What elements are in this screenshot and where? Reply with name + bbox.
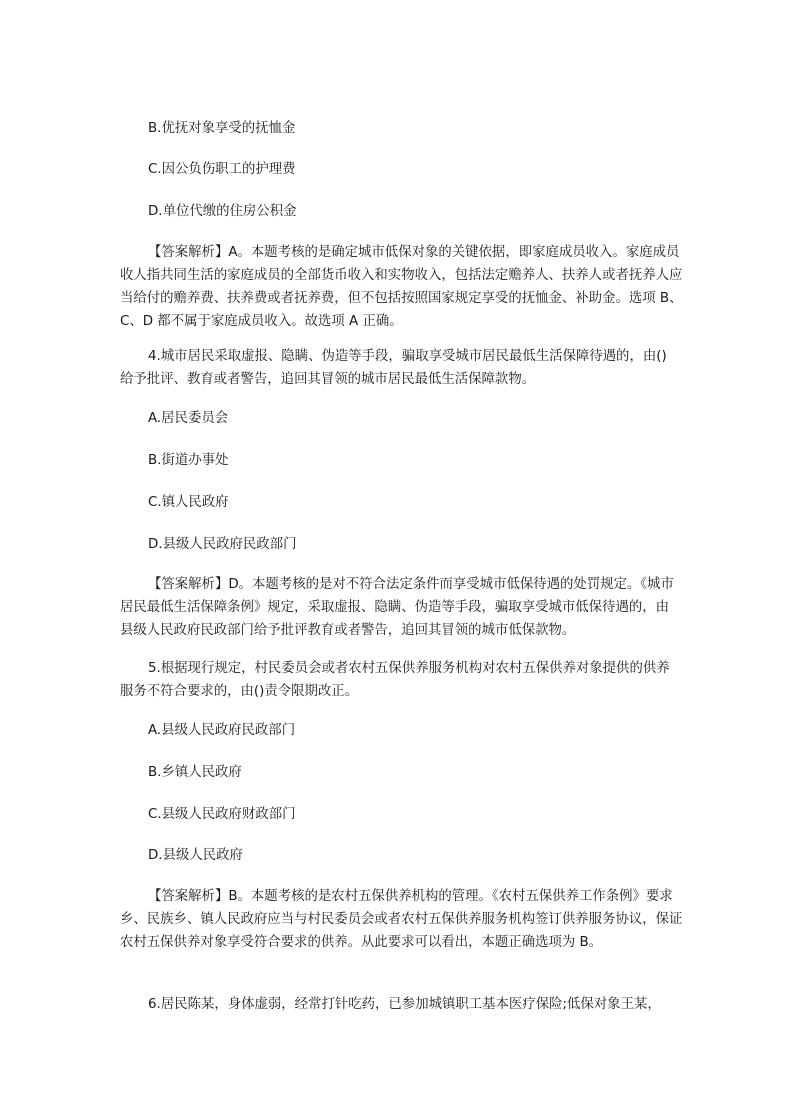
q3-option-d: D.单位代缴的住房公积金 [148, 204, 297, 219]
q4-answer-explanation: 【答案解析】D。本题考核的是对不符合法定条件而享受城市低保待遇的处罚规定。《城市居民最低生活保障条例》规定，采取虚报、隐瞒、伪造等手段，骗取享受城市低保待遇的，由县级人民政府民政部门给予批评教育或者警告，追回其冒领的城市低保款物。 [120, 577, 674, 638]
q3-option-c: C.因公负伤职工的护理费 [148, 162, 296, 177]
q4-option-d: D.县级人民政府民政部门 [148, 537, 297, 552]
q6-question: 6.居民陈某，身体虚弱，经常打针吃药，已参加城镇职工基本医疗保险;低保对象王某， [148, 997, 661, 1012]
q5-option-d: D.县级人民政府 [148, 848, 243, 863]
q4-option-c: C.镇人民政府 [148, 495, 229, 510]
q3-option-b: B.优抚对象享受的抚恤金 [148, 121, 296, 136]
q4-option-b: B.街道办事处 [148, 453, 229, 468]
q5-option-b: B.乡镇人民政府 [148, 765, 242, 780]
q5-option-c: C.县级人民政府财政部门 [148, 807, 296, 822]
q5-option-a: A.县级人民政府民政部门 [148, 723, 296, 738]
q4-option-a: A.居民委员会 [148, 411, 229, 426]
q5-answer-explanation: 【答案解析】B。本题考核的是农村五保供养机构的管理。《农村五保供养工作条例》要求乡、民族乡、镇人民政府应当与村民委员会或者农村五保供养服务机构签订供养服务协议，保证农村五保供养对象享受符合要求的供养。从此要求可以看出，本题正确选项为 B。 [120, 889, 683, 950]
q4-question: 4.城市居民采取虚报、隐瞒、伪造等手段，骗取享受城市居民最低生活保障待遇的，由()给予批评、教育或者警告，追回其冒领的城市居民最低生活保障款物。 [120, 349, 667, 387]
q5-question: 5.根据现行规定，村民委员会或者农村五保供养服务机构对农村五保供养对象提供的供养服务不符合要求的，由()责令限期改正。 [120, 661, 670, 699]
q3-answer-explanation: 【答案解析】A。本题考核的是确定城市低保对象的关键依据，即家庭成员收入。家庭成员收人指共同生活的家庭成员的全部货币收入和实物收入，包括法定赡养人、扶养人或者抚养人应当给付的赡养费、扶养费或者抚养费，但不包括按照国家规定享受的抚恤金、补助金。选项 B、C、D 都不属于家庭成员收入。故选项 A 正确。 [120, 245, 683, 329]
